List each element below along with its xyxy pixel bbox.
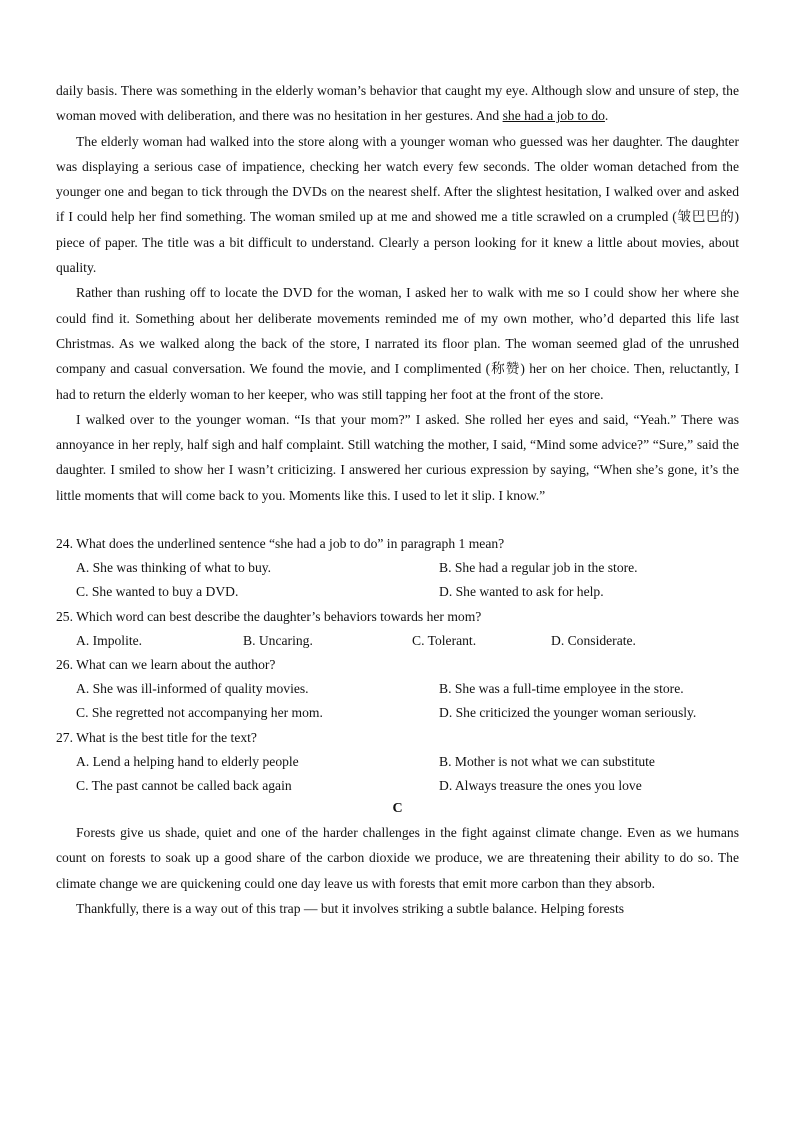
passage-c-heading: C <box>392 801 403 817</box>
underlined-sentence: she had a job to do <box>502 108 605 124</box>
paragraph-text: daily basis. There was something in the elderly woman’s behavior that caught my eye. Although slow and unsure of step, the woman moved with deliberation, and there was no hesitation in her gestures. And <box>56 83 739 124</box>
question-27-options-row-2 <box>56 774 739 798</box>
question-26-option-d[interactable]: D. She criticized the younger woman seriously. <box>439 705 697 721</box>
question-24-options-row-2 <box>56 580 739 604</box>
question-26-options-row-1 <box>56 677 739 701</box>
question-26-option-a[interactable]: A. She was ill-informed of quality movies. <box>76 681 309 697</box>
document-page <box>56 78 739 921</box>
question-25-options-row <box>56 629 739 653</box>
question-26-option-c[interactable]: C. She regretted not accompanying her mom. <box>76 705 323 721</box>
question-25-option-c[interactable]: C. Tolerant. <box>412 632 477 648</box>
passage-c-paragraph-1: Forests give us shade, quiet and one of the harder challenges in the fight against climate change. Even as we humans count on forests to soak up a good share of the carbon dioxide we produce, we are threatening their ability to do so. The climate change we are quickening could one day leave us with forests that emit more carbon than they absorb. <box>56 825 739 891</box>
question-24-stem: 24. What does the underlined sentence “she had a job to do” in paragraph 1 mean? <box>56 536 505 552</box>
passage-b-paragraph-1: The elderly woman had walked into the store along with a younger woman who guessed was her daughter. The daughter was displaying a serious case of impatience, checking her watch every few seconds. The older woman detached from the younger one and began to tick through the DVDs on the nearest shelf. After the slightest hesitation, I walked over and asked if I could help her find something. The woman smiled up at me and showed me a title scrawled on a crumpled (皱巴巴的) piece of paper. The title was a bit difficult to understand. Clearly a person looking for it knew a little about movies, about quality. <box>56 133 739 276</box>
question-26-option-b[interactable]: B. She was a full-time employee in the store. <box>439 681 684 697</box>
question-24-option-c[interactable]: C. She wanted to buy a DVD. <box>76 584 239 600</box>
question-24-option-a[interactable]: A. She was thinking of what to buy. <box>76 560 272 576</box>
question-26-options-row-2 <box>56 701 739 725</box>
question-27-options-row-1 <box>56 750 739 774</box>
question-24-option-b[interactable]: B. She had a regular job in the store. <box>439 560 638 576</box>
question-25-option-d[interactable]: D. Considerate. <box>551 632 636 648</box>
question-27-option-a[interactable]: A. Lend a helping hand to elderly people <box>76 753 299 769</box>
passage-b-paragraph-2: Rather than rushing off to locate the DVD for the woman, I asked her to walk with me so I could show her where she could find it. Something about her deliberate movements reminded me of my own mother, who’d departed this life last Christmas. As we walked along the back of the store, I narrated its floor plan. The woman seemed glad of the unrushed company and casual conversation. We found the movie, and I complimented (称赞) her on her choice. Then, reluctantly, I had to return the elderly woman to her keeper, who was still tapping her foot at the front of the store. <box>56 285 739 402</box>
question-25-stem: 25. Which word can best describe the daughter’s behaviors towards her mom? <box>56 608 482 624</box>
passage-c-paragraph-2: Thankfully, there is a way out of this trap — but it involves striking a subtle balance. Helping forests <box>76 901 625 917</box>
question-25-option-b[interactable]: B. Uncaring. <box>243 632 313 648</box>
passage-b-paragraph-3: I walked over to the younger woman. “Is that your mom?” I asked. She rolled her eyes and said, “Yeah.” There was annoyance in her reply, half sigh and half complaint. Still watching the mother, I said, “Mind some advice?” “Sure,” said the daughter. I smiled to show her I wasn’t criticizing. I answered her curious expression by saying, “When she’s gone, it’s the little moments that will come back to you. Moments like this. I used to let it slip. I know.” <box>56 411 739 503</box>
paragraph-text: . <box>604 108 609 124</box>
question-26-stem: 26. What can we learn about the author? <box>56 657 276 673</box>
question-27-option-c[interactable]: C. The past cannot be called back again <box>76 777 292 793</box>
question-27-option-b[interactable]: B. Mother is not what we can substitute <box>439 753 655 769</box>
question-25-option-a[interactable]: A. Impolite. <box>76 632 143 648</box>
passage-b-paragraph-0 <box>56 78 739 129</box>
question-27-option-d[interactable]: D. Always treasure the ones you love <box>439 777 642 793</box>
question-27-stem: 27. What is the best title for the text? <box>56 729 257 745</box>
spacer <box>56 508 739 532</box>
question-24-options-row-1 <box>56 556 739 580</box>
question-24-option-d[interactable]: D. She wanted to ask for help. <box>439 584 604 600</box>
